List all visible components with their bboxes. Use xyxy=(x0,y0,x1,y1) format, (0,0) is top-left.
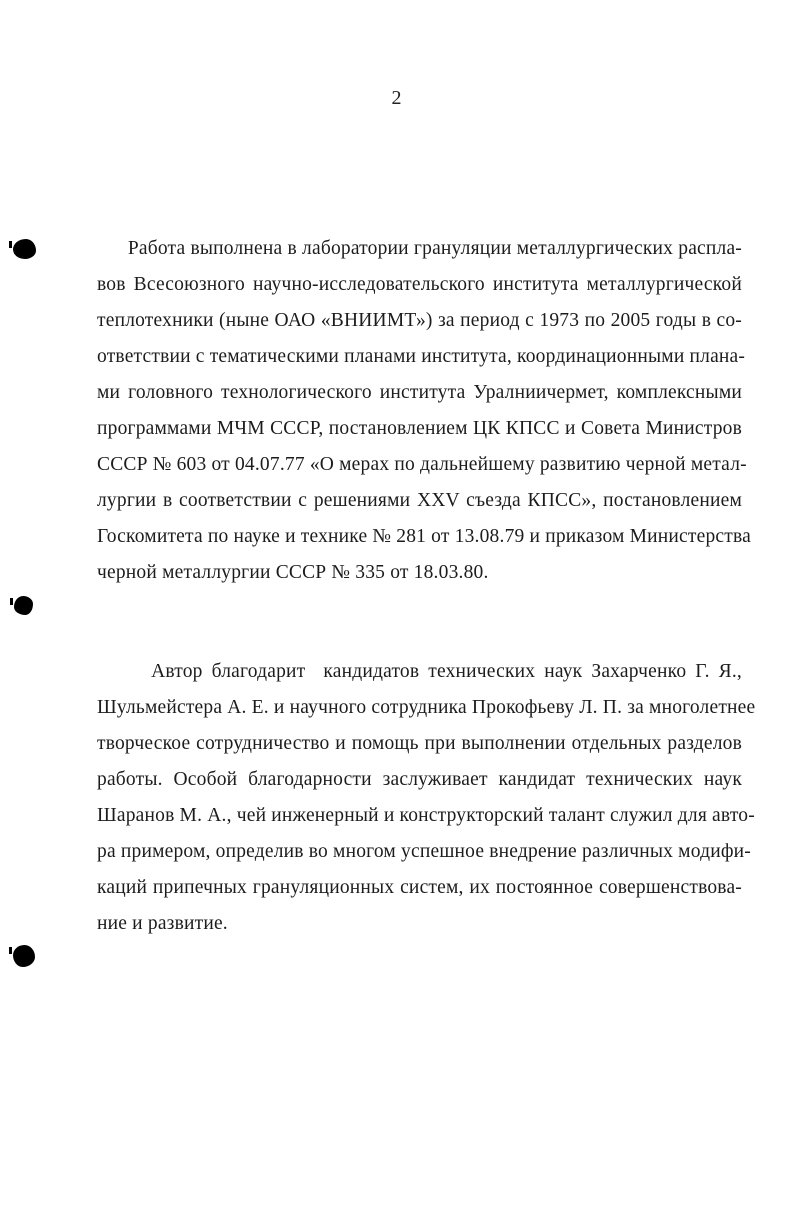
document-text-body xyxy=(97,231,756,942)
paragraph-acknowledgements xyxy=(97,654,756,942)
text-line: каций припечных грануляционных систем, их постоянное совершенствова- xyxy=(97,877,742,898)
text-line: Шаранов М. А., чей инженерный и конструкторский талант служил для авто- xyxy=(97,805,755,826)
text-line: вов Всесоюзного научно-исследовательского института металлургической xyxy=(97,274,742,295)
text-line: Госкомитета по науке и технике № 281 от 13.08.79 и приказом Министерства xyxy=(97,526,751,547)
ink-blob-top-speck xyxy=(9,241,12,248)
text-line: творческое сотрудничество и помощь при выполнении отдельных разделов xyxy=(97,733,742,754)
ink-blob-middle-speck xyxy=(10,598,13,605)
text-line: ответствии с тематическими планами института, координационными плана- xyxy=(97,346,746,367)
paragraph-work-performed xyxy=(97,231,751,591)
page-number: 2 xyxy=(391,87,402,109)
text-line: СССР № 603 от 04.07.77 «О мерах по дальнейшему развитию черной метал- xyxy=(97,454,747,475)
text-line: ние и развитие. xyxy=(97,913,228,934)
text-line: теплотехники (ныне ОАО «ВНИИМТ») за период с 1973 по 2005 годы в со- xyxy=(97,310,742,331)
text-line: черной металлургии СССР № 335 от 18.03.80. xyxy=(97,562,489,583)
text-line: Работа выполнена в лаборатории грануляции металлургических распла- xyxy=(97,238,742,259)
ink-blob-bottom-speck xyxy=(9,947,12,954)
text-line: работы. Особой благодарности заслуживает кандидат технических наук xyxy=(97,769,742,790)
text-line: программами МЧМ СССР, постановлением ЦК КПСС и Совета Министров xyxy=(97,418,742,439)
text-line: лургии в соответствии с решениями XXV съезда КПСС», постановлением xyxy=(97,490,742,511)
ink-blob-middle-icon xyxy=(14,596,33,615)
text-line: Шульмейстера А. Е. и научного сотрудника Прокофьеву Л. П. за многолетнее xyxy=(97,697,756,718)
text-line: Автор благодарит кандидатов технических наук Захарченко Г. Я., xyxy=(97,661,742,682)
ink-blob-top-icon xyxy=(13,239,36,259)
ink-blob-bottom-icon xyxy=(13,945,35,967)
text-line: ра примером, определив во многом успешное внедрение различных модифи- xyxy=(97,841,751,862)
text-line: ми головного технологического института Уралниичермет, комплексными xyxy=(97,382,742,403)
